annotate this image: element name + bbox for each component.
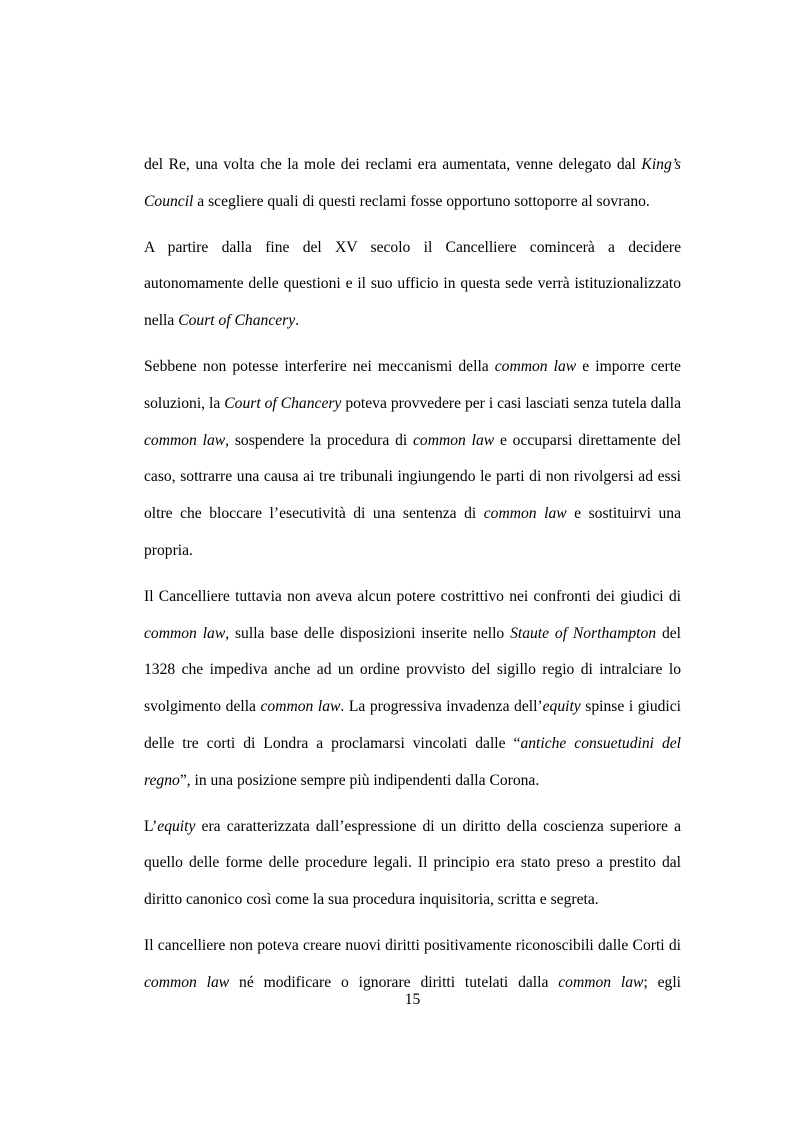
italic-text: equity	[542, 698, 581, 716]
italic-text: common law	[260, 698, 341, 716]
italic-text: equity	[157, 817, 196, 835]
paragraph	[144, 809, 681, 919]
italic-text: Staute of Northampton	[510, 624, 657, 642]
italic-text: antiche consuetudini del regno	[144, 734, 681, 789]
text-run: poteva provvedere per i casi lasciati senza tutela dalla	[341, 394, 681, 412]
italic-text: common law	[494, 357, 577, 375]
text-run: , sulla base delle disposizioni inserite nello	[225, 624, 511, 642]
italic-text: Court of Chancery	[178, 312, 296, 330]
text-run: A partire dalla fine del XV secolo il Cancelliere comincerà a decidere autonomamente delle questioni e il suo ufficio in questa sede verrà istituzionalizzato nella	[144, 238, 681, 330]
text-run: ”, in una posizione sempre più indipendenti dalla Corona.	[179, 771, 540, 789]
text-run: ; egli	[643, 973, 682, 991]
text-run: e imporre certe soluzioni, la	[144, 357, 681, 412]
italic-text: King’s Council	[144, 156, 681, 210]
italic-text: common law	[144, 431, 226, 449]
text-run: Sebbene non potesse interferire nei meccanismi della	[144, 357, 495, 375]
paragraph	[144, 230, 681, 340]
text-run: L’	[144, 817, 158, 835]
text-run: del 1328 che impediva anche ad un ordine provvisto del sigillo regio di intralciare lo svolgimento della	[144, 624, 682, 716]
text-run: e sostituirvi una propria.	[144, 505, 682, 559]
paragraph	[144, 349, 681, 570]
text-run: né modificare o ignorare diritti tutelati dalla	[229, 973, 559, 991]
italic-text: Court of Chancery	[224, 394, 342, 412]
text-run: , sospendere la procedura di	[225, 431, 414, 449]
body-text	[144, 147, 681, 1011]
text-run: Il Cancelliere tuttavia non aveva alcun potere costrittivo nei confronti dei giudici di	[144, 587, 681, 605]
paragraph	[144, 579, 681, 800]
italic-text: common law	[413, 431, 495, 449]
italic-text: common law	[558, 973, 644, 991]
text-run: era caratterizzata dall’espressione di un diritto della coscienza superiore a quello delle forme delle procedure legali. Il principio era stato preso a prestito dal diritto canonico così come la sua procedura inquisitoria, scritta e segreta.	[144, 817, 681, 909]
text-run: .	[295, 312, 300, 330]
text-run: spinse i giudici delle tre corti di Londra a proclamarsi vincolati dalle “	[144, 698, 682, 752]
text-run: e occuparsi direttamente del caso, sottrarre una causa ai tre tribunali ingiungendo le parti di non rivolgersi ad essi oltre che bloccare l’esecutività di una sentenza di	[144, 431, 681, 523]
italic-text: common law	[144, 973, 230, 991]
paragraph	[144, 147, 681, 221]
italic-text: common law	[483, 505, 567, 523]
text-run: a scegliere quali di questi reclami fosse opportuno sottoporre al sovrano.	[193, 192, 650, 210]
text-run: Il cancelliere non poteva creare nuovi diritti positivamente riconoscibili dalle Corti di	[144, 936, 681, 954]
text-run: . La progressiva invadenza dell’	[340, 698, 543, 716]
page-number: 15	[404, 991, 421, 1008]
italic-text: common law	[144, 624, 226, 642]
text-run: del Re, una volta che la mole dei reclami era aumentata, venne delegato dal	[144, 156, 642, 173]
